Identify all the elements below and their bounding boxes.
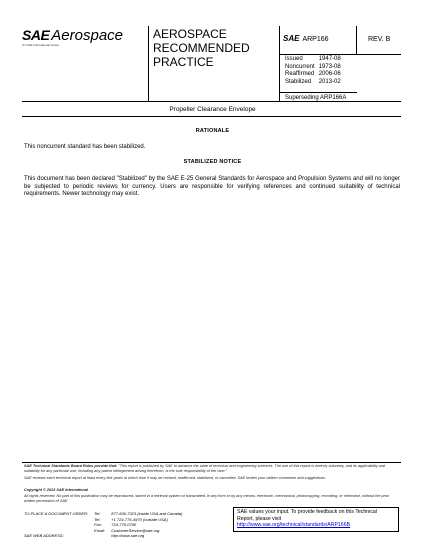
date-table — [285, 56, 345, 86]
title-rule-bottom — [22, 116, 401, 117]
policy-label: SAE Technical Standards Board Rules provide that: — [24, 464, 118, 468]
logo-sae-text: SAE — [22, 27, 50, 43]
date-value: 2013-02 — [318, 78, 341, 85]
date-value: 1947-08 — [318, 56, 341, 62]
date-row — [285, 71, 345, 79]
document-number — [283, 34, 329, 43]
revision-label: REV. B — [368, 36, 391, 43]
date-row — [285, 56, 345, 64]
date-value: 1973-08 — [318, 63, 341, 70]
contact-value: CustomerService@sae.org — [111, 527, 160, 533]
contact-label: Tel: — [94, 516, 101, 522]
superseding-note: Superseding ARP166A — [285, 95, 347, 101]
contact-label: Tel: — [94, 511, 101, 516]
feedback-text: SAE values your input. To provide feedback on this Technical Report, please visit — [237, 509, 377, 522]
header-divider-1 — [148, 26, 149, 101]
date-label: Noncurrent — [285, 63, 315, 70]
rights-text: All rights reserved. No part of this publication may be reproduced, stored in a retrieval system or transmitted, in any form or by any means, electronic, mechanical, photocopying, recording, or otherwise, without the prior written permission of SAE. — [24, 494, 390, 504]
logo-aerospace-text: Aerospace — [51, 27, 124, 44]
date-row — [285, 64, 345, 72]
date-label: Reaffirmed — [285, 71, 315, 78]
footer-rule — [22, 462, 401, 463]
policy-paragraph — [24, 464, 400, 474]
date-row — [285, 79, 345, 87]
sae-mark: SAE — [283, 34, 300, 43]
header-divider-2 — [279, 26, 280, 101]
date-value: 2006-06 — [318, 71, 341, 78]
stabilized-notice-heading: STABILIZED NOTICE — [183, 159, 242, 165]
doc-number-text: ARP166 — [302, 36, 329, 43]
feedback-link[interactable]: http://www.sae.org/technical/standards/ARP166B — [237, 522, 351, 529]
document-title: Propeller Clearance Envelope — [169, 106, 256, 113]
date-label: Stabilized — [285, 78, 312, 85]
contact-row — [24, 533, 188, 539]
rationale-text: This noncurrent standard has been stabilized. — [24, 144, 146, 150]
contact-label: Email: — [94, 527, 106, 533]
contact-value: 877-606-7323 (inside USA and Canada) — [111, 511, 183, 516]
header-divider-3 — [356, 26, 357, 54]
order-contact-table — [24, 511, 188, 539]
date-label: Issued — [285, 56, 303, 62]
copyright-text: Copyright © 2013 SAE International — [24, 488, 88, 492]
sae-aerospace-logo — [22, 28, 123, 43]
web-label: SAE WEB ADDRESS: — [24, 533, 64, 539]
web-value[interactable]: http://www.sae.org — [111, 533, 145, 539]
feedback-box — [233, 507, 399, 532]
logo-tagline: An SAE International Group — [22, 43, 60, 47]
review-text: SAE reviews each technical report at least every five years at which time it may be revised, reaffirmed, stabilized, or cancelled. SAE invites your written comments and suggestions. — [24, 476, 326, 480]
header-divider-5 — [279, 92, 357, 93]
contact-value: +1 724-776-4970 (outside USA) — [111, 516, 168, 522]
contact-spacer — [94, 533, 111, 539]
order-label: TO PLACE A DOCUMENT ORDER: — [24, 511, 89, 516]
page-title: AEROSPACE RECOMMENDED PRACTICE — [153, 27, 250, 69]
contact-value: 724-776-0790 — [111, 522, 137, 528]
header-divider-4 — [279, 54, 401, 55]
policy-text: "This report is published by SAE to advance the state of technical and engineering sciences. The use of this report is entirely voluntary, and its applicability and suitability for any particular use, including any patent infringement arising therefrom, is the sole responsibility of the user." — [24, 464, 385, 474]
stabilized-notice-text: This document has been declared "Stabilized" by the SAE E-25 General Standards for Aerospace and Propulsion Systems and will no longer be subjected to periodic reviews for currency. Users are responsible for verifying references and continued suitability of technical requirements. Newer technology may exist. — [24, 176, 400, 198]
contact-label: Fax: — [94, 522, 102, 528]
rationale-heading: RATIONALE — [195, 128, 230, 134]
title-rule-top — [22, 101, 401, 102]
